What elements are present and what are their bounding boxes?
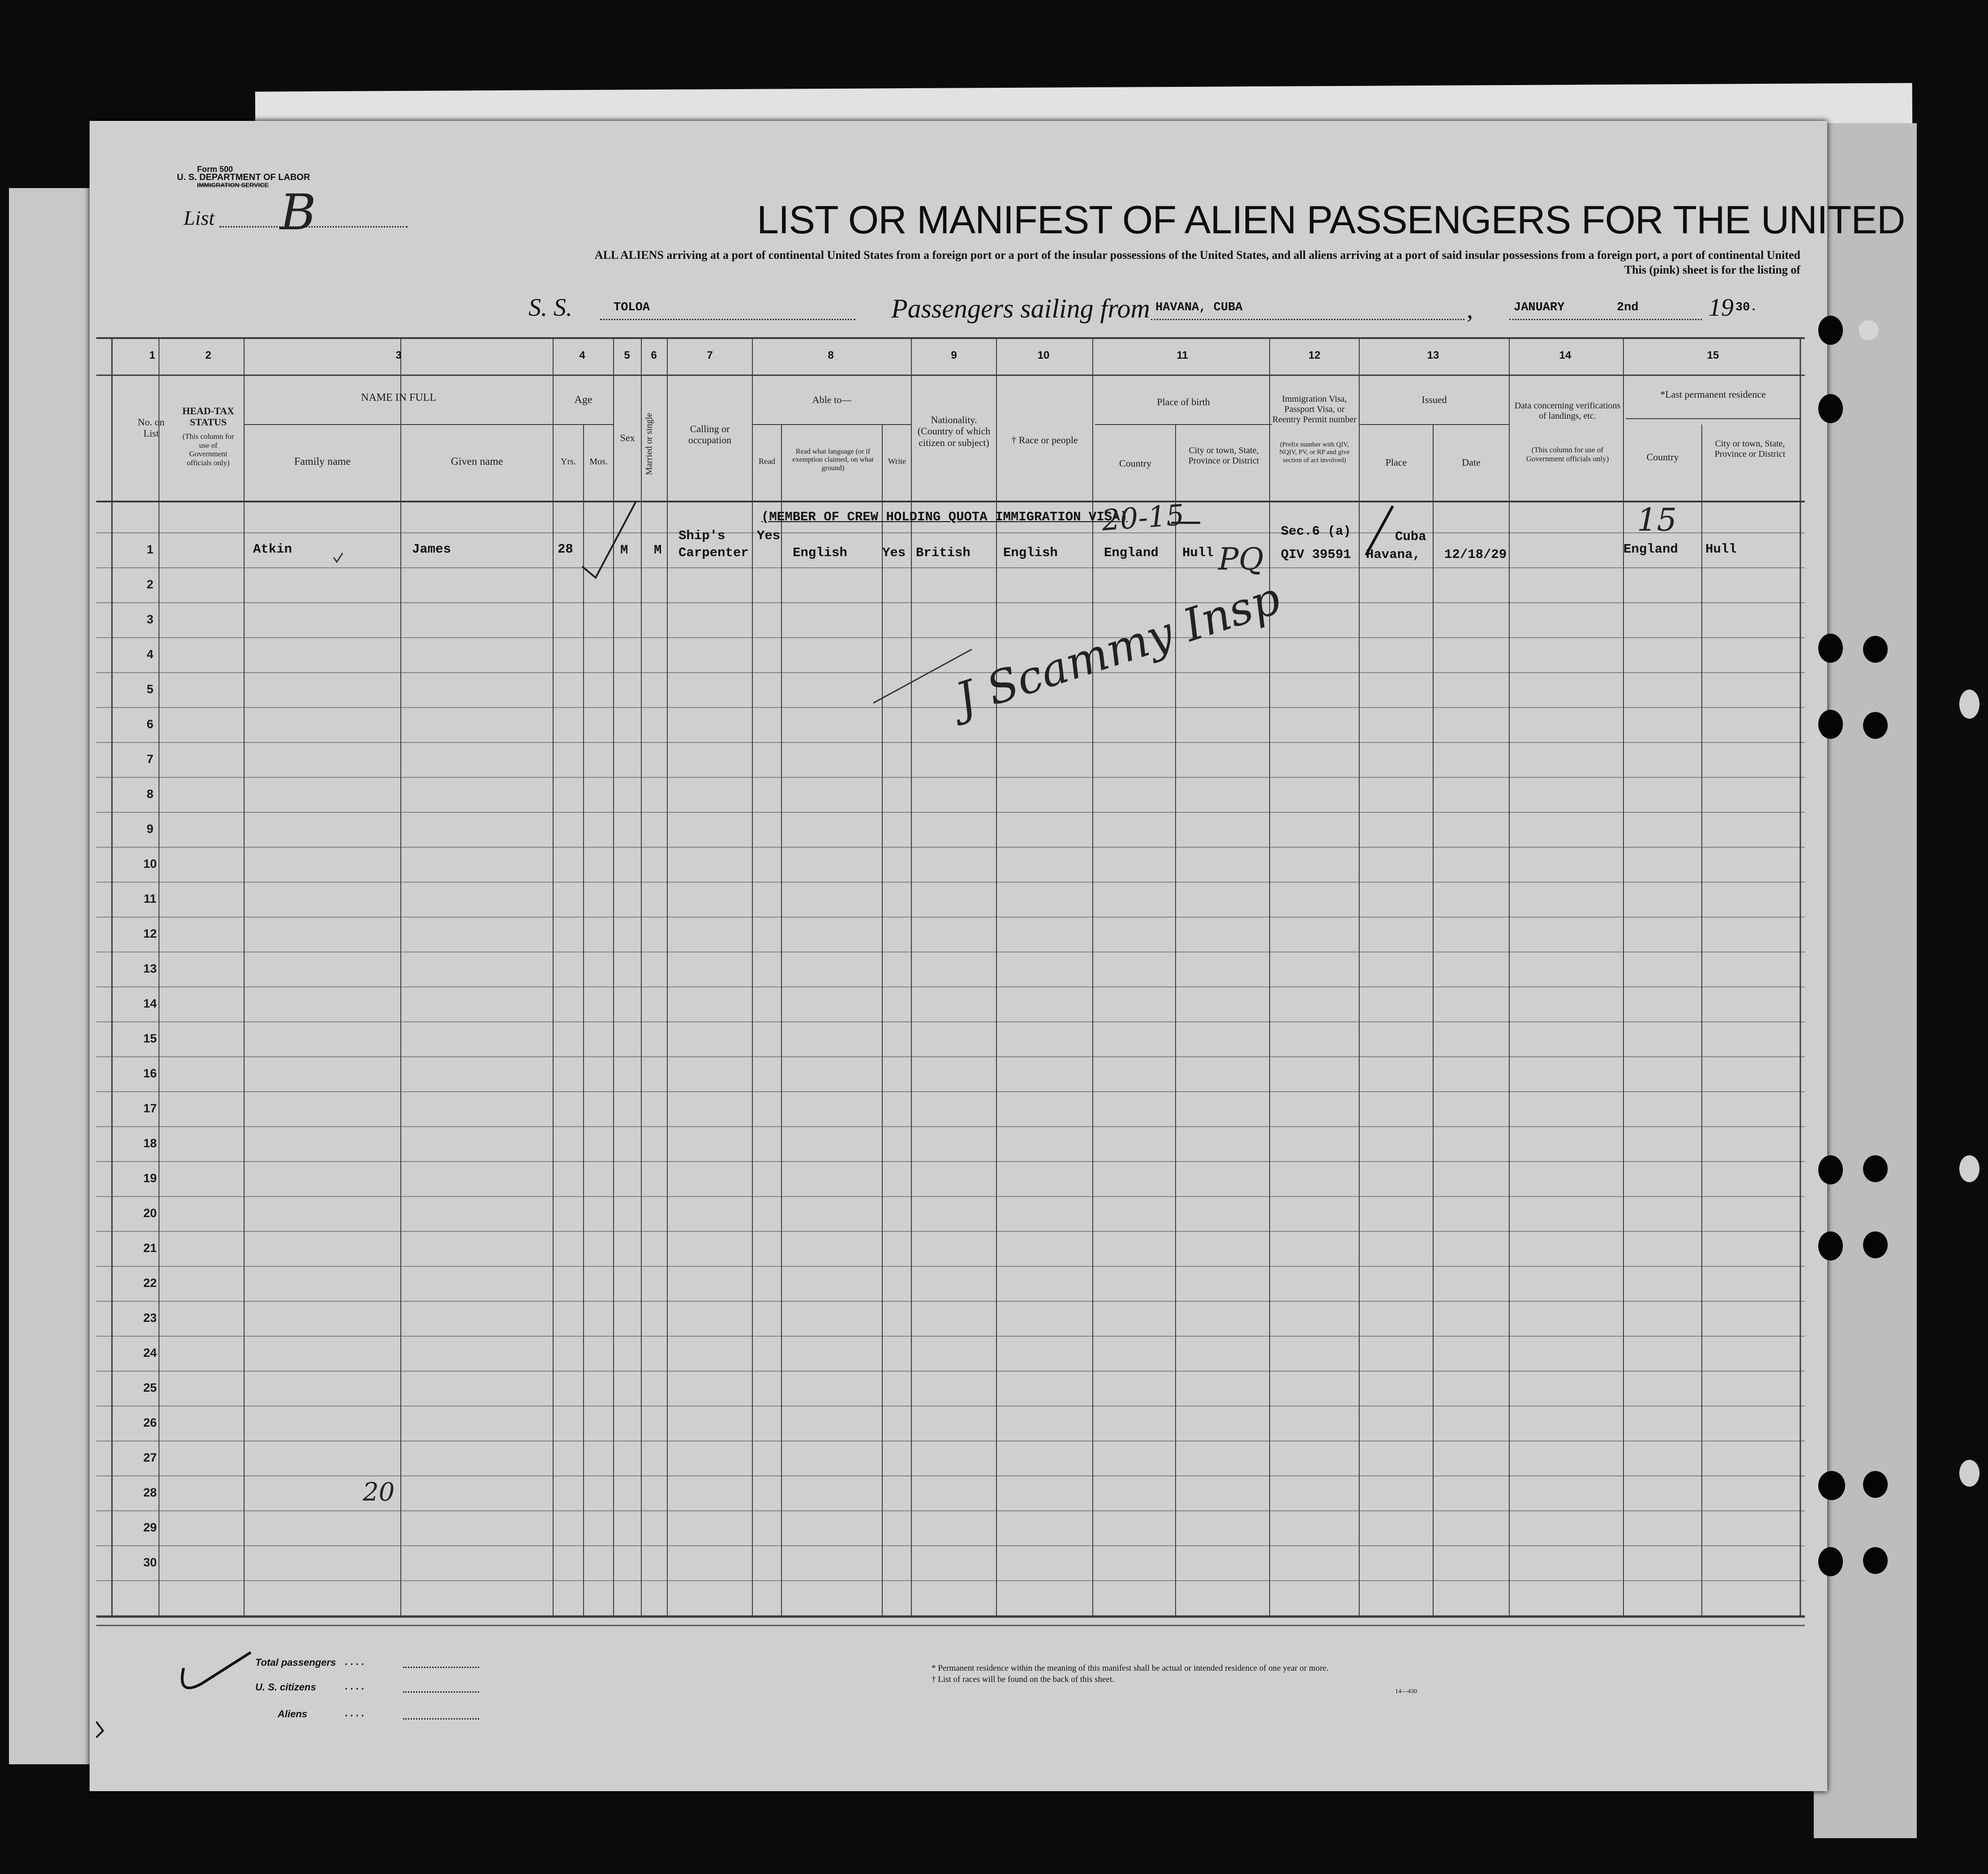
entry-visa-2: QIV 39591 [1281, 547, 1351, 562]
row-number: 27 [143, 1451, 157, 1464]
row-number: 16 [143, 1067, 157, 1080]
entry-issued-place-2: Havana, [1366, 547, 1421, 562]
header-able: Able to— [812, 394, 852, 405]
totals-citizens-label: U. S. citizens [255, 1681, 316, 1693]
row-number: 10 [143, 857, 157, 871]
entry-race: English [1003, 545, 1058, 560]
header-read: Read [759, 457, 775, 466]
totals-total-label: Total passengers [255, 1657, 336, 1668]
row-number: 30 [143, 1556, 157, 1569]
header-yrs: Yrs. [561, 457, 576, 467]
row-number: 5 [146, 682, 154, 696]
punch-hole [1863, 1231, 1888, 1258]
row-number: 1 [146, 543, 154, 556]
column-number: 13 [1427, 349, 1439, 361]
entry-issued-place-1: Cuba [1395, 529, 1426, 544]
header-no: No. on List [137, 416, 165, 439]
totals-citizens-dots: . . . . [345, 1681, 364, 1692]
column-number: 4 [579, 349, 585, 361]
sailing-day: 2nd [1617, 301, 1639, 314]
form-number: Form 500 [197, 165, 233, 174]
entry-calling-1: Ship's [678, 528, 726, 543]
header-res-country: Country [1646, 451, 1679, 463]
header-married: Married or single [644, 413, 654, 475]
handwritten-res-mark: 15 [1637, 502, 1677, 538]
service: IMMIGRATION SERVICE [197, 181, 269, 189]
column-number: 6 [651, 349, 657, 361]
punch-hole [1818, 316, 1843, 345]
row-number: 28 [143, 1486, 157, 1499]
entry-issued-date: 12/18/29 [1444, 547, 1507, 562]
row-number: 14 [143, 997, 157, 1010]
manifest-subtitle-2: This (pink) sheet is for the listing of [1624, 263, 1800, 276]
footnote-code: 14—430 [1395, 1688, 1417, 1695]
row-number: 7 [146, 752, 154, 766]
column-number: 2 [205, 349, 211, 361]
punch-hole [1818, 634, 1843, 663]
list-value: B [280, 184, 316, 241]
footnote-residence: * Permanent residence within the meaning of this manifest shall be actual or intended residence of one year or more. [932, 1664, 1329, 1673]
row-number: 15 [143, 1032, 157, 1045]
header-birth-country: Country [1119, 458, 1152, 469]
row-number: 13 [143, 962, 157, 975]
header-data14-note: (This column for use of Government officials only) [1526, 446, 1609, 463]
column-number: 9 [951, 349, 957, 361]
row-number: 25 [143, 1381, 157, 1394]
punch-hole [1863, 712, 1888, 739]
department: U. S. DEPARTMENT OF LABOR [177, 172, 310, 182]
row-number: 8 [146, 787, 154, 801]
list-label: List [184, 206, 215, 229]
header-sex: Sex [620, 432, 635, 443]
margin-note: 20 [363, 1478, 395, 1507]
year-suffix: 30. [1735, 301, 1757, 314]
totals-aliens-dots: . . . . [345, 1707, 364, 1719]
row-number: 29 [143, 1521, 157, 1534]
header-age: Age [574, 394, 593, 406]
header-family: Family name [294, 456, 351, 467]
header-visa: Immigration Visa, Passport Visa, or Reentry Permit number [1272, 394, 1357, 425]
comma: , [1467, 296, 1473, 324]
sailing-month: JANUARY [1514, 301, 1565, 314]
punch-hole [1959, 1155, 1979, 1182]
header-given: Given name [451, 456, 503, 467]
header-issued-date: Date [1462, 457, 1481, 468]
entry-calling-2: Carpenter [678, 545, 749, 560]
inspector-signature: J Scammy Insp [949, 571, 1287, 726]
punch-hole [1859, 320, 1879, 340]
header-calling: Calling or occupation [688, 423, 732, 446]
manifest-sheet [90, 121, 1827, 1791]
row-number: 17 [143, 1102, 157, 1115]
paper-edge-right [1814, 123, 1917, 1838]
header-race: † Race or people [1011, 434, 1078, 446]
entry-sex: M [620, 543, 628, 557]
totals-aliens-label: Aliens [278, 1708, 308, 1720]
header-nationality: Nationality. (Country of which citizen or subject) [917, 414, 991, 448]
row-number: 20 [143, 1206, 157, 1220]
header-residence: *Last permanent residence [1660, 389, 1766, 400]
row-number: 24 [143, 1346, 157, 1359]
row-number: 4 [146, 648, 154, 661]
entry-married: M [654, 543, 662, 557]
entry-birth-country: England [1104, 545, 1159, 560]
entry-res-city: Hull [1705, 542, 1737, 557]
punch-hole [1863, 1471, 1888, 1498]
header-issued-place: Place [1385, 457, 1407, 468]
column-number: 10 [1037, 349, 1050, 361]
header-mos: Mos. [589, 457, 608, 467]
port-name: HAVANA, CUBA [1155, 301, 1243, 314]
crew-note: (MEMBER OF CREW HOLDING QUOTA IMMIGRATION VISA) [761, 510, 1128, 524]
row-number: 3 [146, 613, 154, 626]
punch-hole [1863, 636, 1888, 663]
punch-hole [1818, 1231, 1843, 1261]
row-number: 12 [143, 927, 157, 940]
punch-hole [1863, 1547, 1888, 1574]
column-number: 15 [1707, 349, 1719, 361]
entry-language: English [793, 545, 847, 560]
row-number: 22 [143, 1276, 157, 1290]
row-number: 19 [143, 1171, 157, 1185]
entry-birth-city: Hull [1182, 545, 1214, 560]
row-number: 6 [146, 717, 154, 731]
row-number: 23 [143, 1311, 157, 1325]
punch-hole [1818, 1547, 1843, 1576]
punch-hole [1959, 690, 1979, 719]
column-number: 5 [624, 349, 630, 361]
column-number: 7 [707, 349, 713, 361]
entry-family: Atkin [253, 542, 292, 557]
year-prefix: 19 [1709, 294, 1734, 322]
column-number: 8 [828, 349, 834, 361]
entry-res-country: England [1623, 542, 1678, 557]
ship-line [600, 319, 855, 320]
handwritten-pq: PQ [1218, 542, 1264, 577]
entry-given: James [412, 542, 451, 557]
handwritten-annotation: 20-15 [1100, 498, 1185, 538]
header-birth-city: City or town, State, Province or District [1188, 446, 1259, 466]
punch-hole [1818, 1471, 1845, 1500]
entry-nationality: British [916, 545, 970, 560]
column-number: 1 [149, 349, 155, 361]
form-grid [90, 121, 1827, 1791]
header-res-city: City or town, State, Province or District [1714, 439, 1786, 459]
entry-age: 28 [558, 542, 573, 557]
port-line [1151, 319, 1464, 320]
totals-total-line [403, 1667, 479, 1668]
totals-aliens-line [403, 1718, 479, 1720]
date-line [1509, 319, 1702, 320]
sailing-label: Passengers sailing from [891, 294, 1150, 323]
entry-write: Yes [882, 545, 906, 560]
header-headtax: HEAD-TAX STATUS [182, 405, 234, 428]
row-number: 18 [143, 1136, 157, 1150]
header-headtax-note: (This column for use of Government officials only) [182, 432, 234, 467]
ship-name: TOLOA [614, 301, 650, 314]
header-read-lang: Read what language (or if exemption claimed, on what ground) [792, 448, 874, 472]
row-number: 2 [146, 578, 154, 591]
header-birth: Place of birth [1157, 396, 1210, 407]
punch-hole [1818, 394, 1843, 423]
row-number: 9 [146, 822, 154, 836]
column-number: 14 [1559, 349, 1572, 361]
punch-hole [1818, 1155, 1843, 1184]
column-number: 12 [1308, 349, 1321, 361]
annotation-dash [1171, 522, 1200, 524]
totals-citizens-line [403, 1691, 479, 1693]
totals-total-dots: . . . . [345, 1656, 364, 1667]
row-number: 11 [143, 892, 157, 905]
entry-read: Yes [757, 528, 781, 543]
punch-hole [1818, 710, 1843, 739]
column-number: 11 [1176, 349, 1188, 361]
header-data14: Data concerning verifications of landings, etc. [1514, 401, 1621, 421]
header-name: NAME IN FULL [361, 392, 436, 403]
manifest-subtitle: ALL ALIENS arriving at a port of continental United States from a foreign port or a port of the insular possessions of the United States, and all aliens arriving at a port of said insular possessions from a foreign port, a port of continental United [594, 249, 1800, 262]
column-number: 3 [395, 349, 402, 361]
header-issued: Issued [1421, 394, 1447, 405]
punch-hole [1959, 1460, 1979, 1487]
header-visa-note: (Prefix number with QIV, NQIV, PV, or RP and give section of act involved) [1279, 441, 1350, 464]
manifest-title: LIST OR MANIFEST OF ALIEN PASSENGERS FOR THE UNITED [757, 197, 1905, 242]
ss-label: S. S. [528, 294, 572, 322]
footnote-races: † List of races will be found on the back of this sheet. [932, 1675, 1114, 1684]
row-number: 21 [143, 1241, 157, 1255]
header-write: Write [888, 457, 906, 466]
punch-hole [1863, 1155, 1888, 1182]
entry-visa-1: Sec.6 (a) [1281, 524, 1351, 539]
row-number: 26 [143, 1416, 157, 1429]
